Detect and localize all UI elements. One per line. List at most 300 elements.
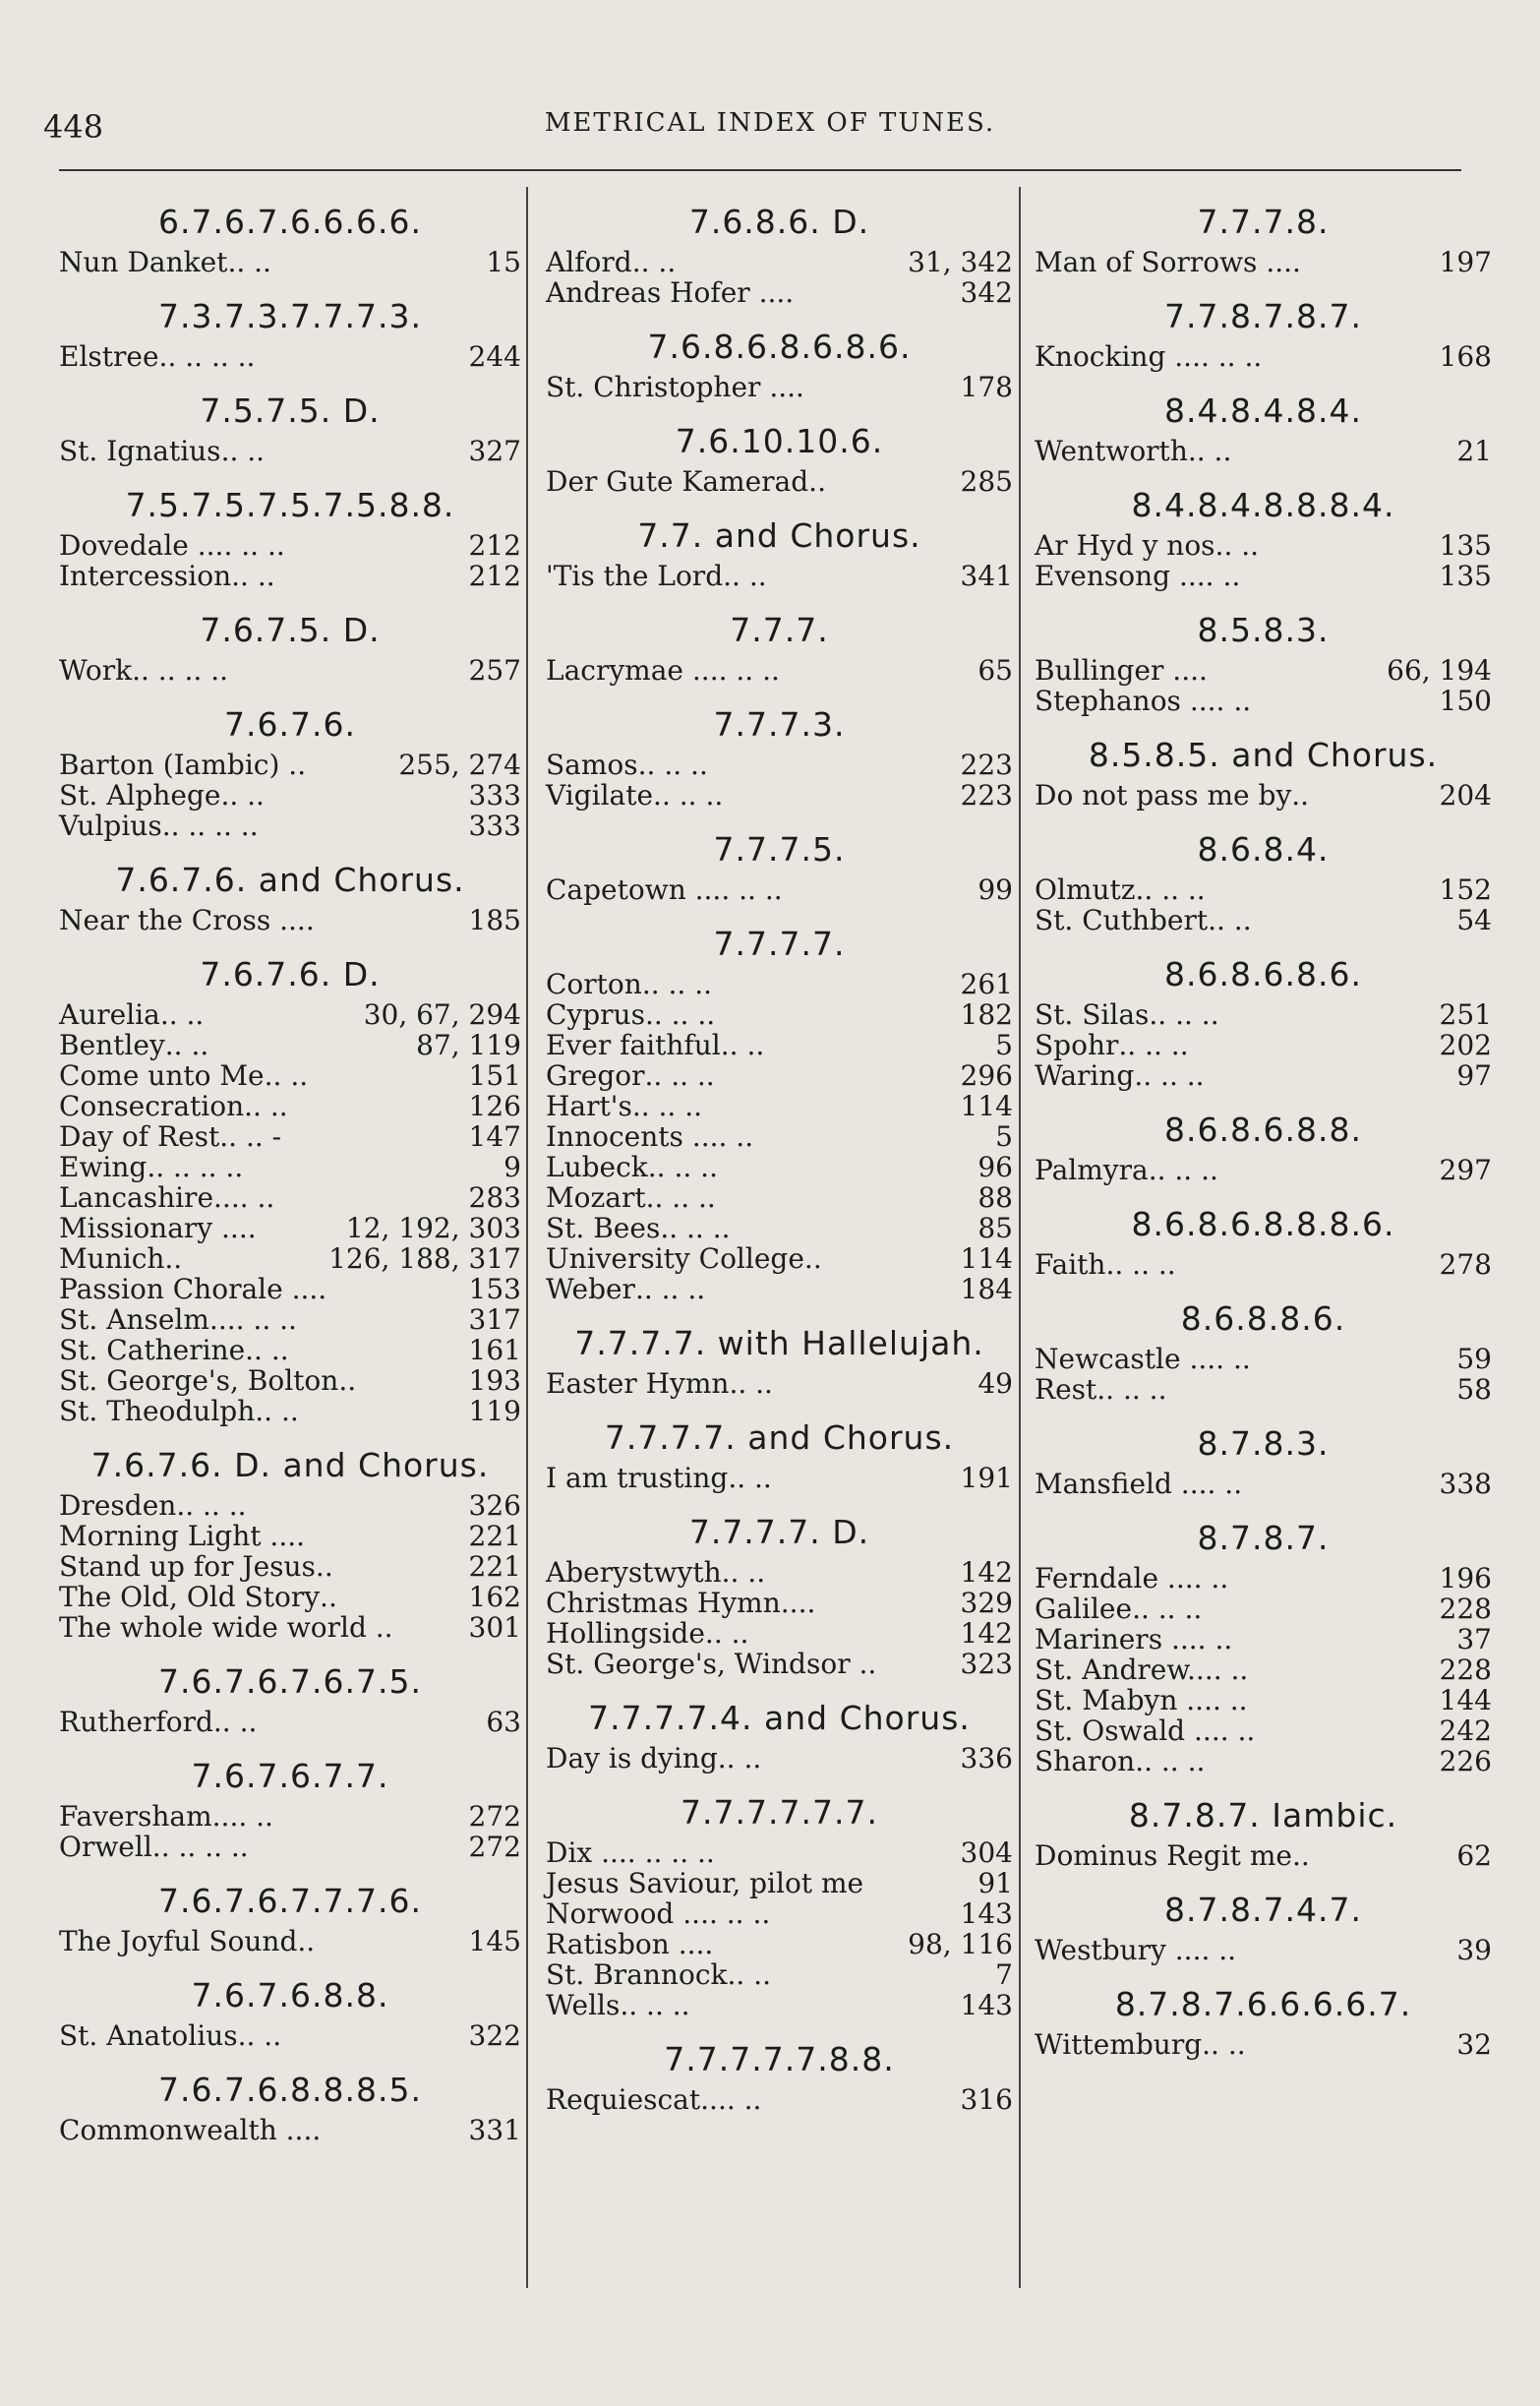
leader-dots: .. .. xyxy=(720,1029,765,1061)
tune-name: Lancashire.. xyxy=(59,1181,231,1214)
leader-dots: .. .. xyxy=(1187,435,1232,467)
leader-dots: .. .. .. .. xyxy=(151,1831,249,1863)
hymn-numbers: 91 xyxy=(977,1867,1013,1899)
hymn-numbers: 285 xyxy=(960,465,1013,498)
leader-dots: .. xyxy=(296,904,315,936)
leader-dots: .. xyxy=(787,371,804,403)
meter-section xyxy=(546,203,1013,308)
meter-section xyxy=(546,1699,1013,1774)
leader-dots: .. .. .. .. xyxy=(618,1836,715,1869)
tune-entry xyxy=(546,999,1013,1030)
tune-name: Missionary .. xyxy=(59,1212,239,1244)
meter-section xyxy=(59,297,521,372)
meter-heading: 7.6.8.6. D. xyxy=(688,203,870,241)
leader-dots: .. .. .. .. xyxy=(161,810,259,842)
leader-dots: .. xyxy=(1190,654,1208,687)
hymn-numbers: 278 xyxy=(1439,1248,1492,1281)
meter-heading: 8.4.8.4.8.8.8.4. xyxy=(1131,486,1395,524)
tune-entry xyxy=(546,969,1013,999)
tune-name: Man of Sorrows .. xyxy=(1035,246,1284,278)
leader-dots: .. xyxy=(164,1242,183,1275)
tune-entry xyxy=(1035,1624,1492,1654)
hymn-numbers: 119 xyxy=(468,1395,521,1427)
column-left xyxy=(59,197,521,2165)
leader-dots: .. .. .. xyxy=(1132,1593,1203,1625)
tune-name: Sharon xyxy=(1035,1745,1136,1777)
meter-section xyxy=(59,611,521,686)
tune-name: Palmyra xyxy=(1035,1154,1149,1186)
leader-dots: .. xyxy=(303,2114,322,2146)
hymn-numbers: 15 xyxy=(486,246,521,278)
meter-heading: 7.7.7.7. with Hallelujah. xyxy=(574,1324,984,1362)
meter-section xyxy=(1035,391,1492,466)
tune-entry xyxy=(59,1551,521,1582)
hymn-numbers: 228 xyxy=(1439,1654,1492,1686)
meter-section xyxy=(59,486,521,591)
hymn-numbers: 21 xyxy=(1456,435,1492,467)
tune-name: Olmutz xyxy=(1035,873,1136,906)
tune-name: Capetown .. xyxy=(546,873,713,906)
leader-dots: .. .. .. xyxy=(660,1212,731,1244)
meter-heading: 8.6.8.8.6. xyxy=(1180,1299,1346,1338)
tune-entry xyxy=(59,1091,521,1121)
tune-name: Come unto Me xyxy=(59,1059,265,1092)
hymn-numbers: 145 xyxy=(468,1925,521,1957)
tune-entry xyxy=(546,1152,1013,1182)
meter-section xyxy=(1035,297,1492,372)
tune-entry xyxy=(1035,561,1492,591)
tune-entry xyxy=(546,1121,1013,1152)
leader-dots: .. .. xyxy=(631,246,677,278)
page-number: 448 xyxy=(43,108,104,146)
meter-heading: 7.7.7.3. xyxy=(713,705,846,744)
tune-name: Day is dying xyxy=(546,1742,718,1774)
tune-entry xyxy=(1035,999,1492,1030)
hymn-numbers: 143 xyxy=(960,1989,1013,2021)
tune-entry xyxy=(59,247,521,277)
tune-name: St. Oswald .. xyxy=(1035,1714,1212,1747)
tune-name: St. Bees xyxy=(546,1212,661,1244)
meter-section xyxy=(1035,611,1492,716)
tune-entry xyxy=(59,1612,521,1643)
hymn-numbers: 5 xyxy=(995,1029,1013,1061)
column-right xyxy=(1035,197,1492,2079)
tune-name: Spohr xyxy=(1035,1029,1119,1061)
meter-section xyxy=(546,925,1013,1304)
tune-entry xyxy=(59,1213,521,1243)
hymn-numbers: 54 xyxy=(1456,904,1492,936)
meter-section xyxy=(59,2071,521,2145)
leader-dots: .. .. xyxy=(1202,2028,1246,2061)
hymn-numbers: 152 xyxy=(1439,873,1492,906)
meter-heading: 7.6.7.6.7.6.7.5. xyxy=(158,1662,422,1701)
tune-name: Ratisbon .. xyxy=(546,1928,696,1960)
leader-dots: .. .. xyxy=(717,2083,762,2116)
tune-name: Work xyxy=(59,654,133,687)
meter-heading: 8.5.8.5. and Chorus. xyxy=(1088,736,1439,774)
tune-entry xyxy=(59,1926,521,1956)
hymn-numbers: 126 xyxy=(468,1090,521,1122)
tune-entry xyxy=(546,780,1013,811)
tune-name: Nun Danket xyxy=(59,246,228,278)
leader-dots: .. .. .. xyxy=(1105,1248,1176,1281)
hymn-numbers: 323 xyxy=(960,1648,1013,1680)
hymn-numbers: 97 xyxy=(1456,1059,1492,1092)
tune-entry xyxy=(546,372,1013,402)
tune-entry xyxy=(546,1182,1013,1213)
leader-dots: .. .. xyxy=(255,1395,299,1427)
leader-dots: .. .. xyxy=(728,1462,772,1494)
column-divider xyxy=(526,187,528,2288)
leader-dots xyxy=(876,1649,960,1679)
meter-section xyxy=(1035,1519,1492,1776)
leader-dots: .. .. .. xyxy=(709,654,780,687)
leader-dots: .. .. xyxy=(1188,1623,1233,1655)
leader-dots: .. xyxy=(287,1520,306,1552)
meter-section xyxy=(59,1446,521,1643)
leader-dots: .. .. xyxy=(729,1367,773,1400)
leader-dots: .. .. xyxy=(1204,1684,1248,1716)
leader-dots: .. .. .. xyxy=(645,1181,716,1214)
meter-section xyxy=(546,830,1013,905)
meter-section xyxy=(546,328,1013,402)
tune-name: Dresden xyxy=(59,1489,177,1522)
tune-name: St. Christopher .. xyxy=(546,371,788,403)
hymn-numbers: 342 xyxy=(960,276,1013,309)
hymn-numbers: 142 xyxy=(960,1556,1013,1589)
tune-entry xyxy=(546,1868,1013,1898)
hymn-numbers: 221 xyxy=(468,1520,521,1552)
leader-dots: .. xyxy=(808,465,826,498)
meter-section xyxy=(59,955,521,1426)
hymn-numbers: 5 xyxy=(995,1120,1013,1153)
tune-name: Mariners .. xyxy=(1035,1623,1189,1655)
meter-section xyxy=(546,705,1013,811)
column-divider xyxy=(1019,187,1021,2288)
tune-name: Hart's xyxy=(546,1090,632,1122)
tune-name: Barton (Iambic) .. xyxy=(59,749,307,781)
leader-dots: .. .. .. .. xyxy=(147,1151,244,1183)
tune-name: Gregor xyxy=(546,1059,645,1092)
meter-heading: 8.7.8.7.6.6.6.6.7. xyxy=(1114,1985,1412,2023)
tune-entry xyxy=(546,1588,1013,1618)
tune-name: Munich xyxy=(59,1242,165,1275)
tune-name: Consecration xyxy=(59,1090,245,1122)
tune-name: Rutherford xyxy=(59,1706,213,1738)
leader-dots: .. .. xyxy=(220,779,265,812)
tune-entry xyxy=(59,1490,521,1521)
hymn-numbers: 204 xyxy=(1439,779,1492,812)
meter-section xyxy=(59,391,521,466)
hymn-numbers: 336 xyxy=(960,1742,1013,1774)
hymn-numbers: 59 xyxy=(1456,1343,1492,1375)
leader-dots: .. .. .. xyxy=(226,1303,297,1336)
leader-dots: .. .. .. xyxy=(214,529,285,562)
hymn-numbers: 32 xyxy=(1456,2028,1492,2061)
meter-heading: 7.6.7.6. D. and Chorus. xyxy=(90,1446,490,1484)
leader-dots: .. .. xyxy=(245,1334,289,1366)
hymn-numbers: 98, 116 xyxy=(908,1928,1013,1960)
meter-section xyxy=(546,516,1013,591)
tune-entry xyxy=(59,436,521,466)
leader-dots: .. xyxy=(297,1925,316,1957)
leader-dots: .. xyxy=(1291,1839,1310,1872)
leader-dots: .. .. .. xyxy=(1192,340,1263,373)
meter-heading: 7.6.7.6.8.8. xyxy=(191,1976,389,2015)
tune-entry xyxy=(59,1243,521,1274)
leader-dots: .. .. xyxy=(1211,1714,1256,1747)
leader-dots: .. .. xyxy=(727,1958,771,1991)
tune-name: Commonwealth .. xyxy=(59,2114,304,2146)
leader-dots: .. .. .. xyxy=(1149,998,1219,1031)
tune-entry xyxy=(1035,1344,1492,1374)
hymn-numbers: 202 xyxy=(1439,1029,1492,1061)
tune-entry xyxy=(1035,1746,1492,1776)
leader-dots: .. .. xyxy=(230,1181,275,1214)
meter-heading: 7.6.7.6.7.7.7.6. xyxy=(158,1882,422,1920)
leader-dots: .. xyxy=(803,1242,822,1275)
hymn-numbers: 333 xyxy=(468,810,521,842)
tune-name: Cyprus xyxy=(546,998,645,1031)
meter-heading: 8.6.8.6.8.8.8.6. xyxy=(1131,1205,1395,1243)
meter-heading: 7.7.7.7.4. and Chorus. xyxy=(588,1699,971,1737)
tune-entry xyxy=(546,1618,1013,1649)
tune-entry xyxy=(59,1801,521,1832)
leader-dots: .. .. .. xyxy=(647,1151,718,1183)
tune-name: Evensong .. xyxy=(1035,560,1197,592)
hymn-numbers: 126, 188, 317 xyxy=(328,1242,521,1275)
leader-dots: .. xyxy=(798,1587,816,1619)
tune-name: Faversham.. xyxy=(59,1800,230,1833)
meter-section xyxy=(1035,1299,1492,1405)
meter-heading: 8.7.8.7. xyxy=(1197,1519,1330,1557)
meter-heading: 7.6.7.6.7.7. xyxy=(191,1757,389,1795)
tune-name: St. Ignatius xyxy=(59,435,221,467)
tune-name: St. Theodulph xyxy=(59,1395,256,1427)
hymn-numbers: 272 xyxy=(468,1831,521,1863)
tune-entry xyxy=(546,247,1013,277)
meter-heading: 7.5.7.5.7.5.7.5.8.8. xyxy=(125,486,455,524)
meter-heading: 8.6.8.4. xyxy=(1197,830,1330,869)
header-rule xyxy=(59,169,1461,171)
tune-entry xyxy=(59,1152,521,1182)
hymn-numbers: 197 xyxy=(1439,246,1492,278)
leader-dots: .. xyxy=(309,1273,327,1305)
meter-heading: 7.6.7.6. xyxy=(224,705,356,744)
tune-entry xyxy=(59,1521,521,1551)
meter-section xyxy=(546,2040,1013,2115)
hymn-numbers: 7 xyxy=(995,1958,1013,1991)
hymn-numbers: 226 xyxy=(1439,1745,1492,1777)
leader-dots: .. xyxy=(315,1550,333,1583)
tune-entry xyxy=(1035,1469,1492,1499)
hymn-numbers: 257 xyxy=(468,654,521,687)
meter-heading: 8.5.8.3. xyxy=(1197,611,1330,649)
leader-dots: .. .. .. xyxy=(176,1489,247,1522)
tune-entry xyxy=(1035,655,1492,686)
hymn-numbers: 142 xyxy=(960,1617,1013,1650)
tune-name: Waring xyxy=(1035,1059,1135,1092)
leader-dots: .. .. xyxy=(164,1029,209,1061)
tune-entry xyxy=(59,811,521,841)
meter-heading: 8.7.8.3. xyxy=(1197,1424,1330,1463)
meter-section xyxy=(1035,736,1492,811)
meter-section xyxy=(1035,1205,1492,1280)
leader-dots: .. xyxy=(695,1928,714,1960)
meter-section xyxy=(1035,955,1492,1091)
tune-entry xyxy=(59,530,521,561)
tune-name: Mozart xyxy=(546,1181,646,1214)
tune-entry xyxy=(546,1243,1013,1274)
tune-entry xyxy=(546,1929,1013,1959)
tune-name: Alford xyxy=(546,246,632,278)
tune-entry xyxy=(546,1368,1013,1399)
leader-dots: .. .. .. xyxy=(641,968,713,1000)
tune-entry xyxy=(1035,2029,1492,2060)
leader-dots: .. .. - xyxy=(219,1120,282,1153)
tune-name: Knocking .. xyxy=(1035,340,1193,373)
tune-entry xyxy=(546,1959,1013,1990)
hymn-numbers: 272 xyxy=(468,1800,521,1833)
tune-name: Galilee xyxy=(1035,1593,1133,1625)
tune-entry xyxy=(1035,1374,1492,1405)
meter-section xyxy=(546,1418,1013,1493)
leader-dots: .. .. xyxy=(231,560,275,592)
hymn-numbers: 135 xyxy=(1439,529,1492,562)
tune-name: St. Anselm.. xyxy=(59,1303,227,1336)
leader-dots: .. xyxy=(1291,779,1310,812)
tune-name: Norwood .. xyxy=(546,1897,701,1930)
tune-name: Requiescat.. xyxy=(546,2083,718,2116)
tune-name: Ferndale .. xyxy=(1035,1562,1185,1594)
tune-name: Faith xyxy=(1035,1248,1106,1281)
meter-heading: 7.6.7.6. and Chorus. xyxy=(115,861,465,899)
tune-entry xyxy=(1035,530,1492,561)
meter-section xyxy=(1035,1891,1492,1965)
tune-name: Stephanos .. xyxy=(1035,685,1208,717)
tune-name: Rest xyxy=(1035,1373,1097,1406)
tune-name: Dovedale .. xyxy=(59,529,215,562)
tune-name: St. Andrew.. xyxy=(1035,1654,1205,1686)
hymn-numbers: 162 xyxy=(468,1581,521,1613)
meter-section xyxy=(59,1882,521,1956)
tune-name: Wentworth xyxy=(1035,435,1188,467)
tune-name: Do not pass me by xyxy=(1035,779,1292,812)
tune-name: Bullinger .. xyxy=(1035,654,1191,687)
hymn-numbers: 196 xyxy=(1439,1562,1492,1594)
tune-name: Jesus Saviour, pilot me xyxy=(546,1867,864,1899)
tune-name: St. Silas xyxy=(1035,998,1150,1031)
meter-heading: 7.7.8.7.8.7. xyxy=(1164,297,1362,335)
tune-name: Corton xyxy=(546,968,642,1000)
tune-entry xyxy=(546,1274,1013,1304)
tune-entry xyxy=(1035,1563,1492,1594)
tune-name: University College xyxy=(546,1242,804,1275)
hymn-numbers: 49 xyxy=(977,1367,1013,1400)
hymn-numbers: 341 xyxy=(960,560,1013,592)
leader-dots: .. xyxy=(338,1364,357,1397)
tune-entry xyxy=(1035,1155,1492,1185)
hymn-numbers: 87, 119 xyxy=(416,1029,521,1061)
leader-dots: .. .. .. xyxy=(644,998,716,1031)
tune-entry xyxy=(546,466,1013,497)
meter-heading: 7.7.7.5. xyxy=(713,830,846,869)
meter-heading: 8.7.8.7.4.7. xyxy=(1164,1891,1362,1929)
tune-name: St. Alphege xyxy=(59,779,221,812)
hymn-numbers: 168 xyxy=(1439,340,1492,373)
meter-section xyxy=(1035,1796,1492,1871)
tune-entry xyxy=(1035,905,1492,935)
leader-dots: .. .. .. xyxy=(1135,873,1206,906)
hymn-numbers: 153 xyxy=(468,1273,521,1305)
tune-name: Christmas Hymn.. xyxy=(546,1587,799,1619)
leader-dots: .. .. xyxy=(237,2019,282,2052)
meter-heading: 8.6.8.6.8.8. xyxy=(1164,1111,1362,1149)
hymn-numbers: 184 xyxy=(960,1273,1013,1305)
meter-heading: 7.6.7.6. D. xyxy=(200,955,381,993)
tune-name: Morning Light .. xyxy=(59,1520,288,1552)
hymn-numbers: 242 xyxy=(1439,1714,1492,1747)
tune-name: St. Brannock xyxy=(546,1958,728,1991)
tune-entry xyxy=(1035,436,1492,466)
leader-dots: .. xyxy=(238,1212,257,1244)
meter-heading: 7.7.7.7. and Chorus. xyxy=(604,1418,955,1457)
leader-dots: .. .. xyxy=(229,1800,273,1833)
leader-dots xyxy=(306,750,398,780)
hymn-numbers: 333 xyxy=(468,779,521,812)
tune-entry xyxy=(1035,1030,1492,1060)
hymn-numbers: 329 xyxy=(960,1587,1013,1619)
meter-heading: 7.6.8.6.8.6.8.6. xyxy=(647,328,912,366)
hymn-numbers: 147 xyxy=(468,1120,521,1153)
tune-name: St. George's, Windsor .. xyxy=(546,1648,877,1680)
hymn-numbers: 327 xyxy=(468,435,521,467)
tune-entry xyxy=(1035,247,1492,277)
meter-heading: 8.7.8.7. Iambic. xyxy=(1128,1796,1398,1835)
hymn-numbers: 283 xyxy=(468,1181,521,1214)
leader-dots: .. xyxy=(1283,246,1301,278)
hymn-numbers: 114 xyxy=(960,1090,1013,1122)
leader-dots: .. .. .. xyxy=(1148,1154,1218,1186)
hymn-numbers: 317 xyxy=(468,1303,521,1336)
tune-entry xyxy=(59,1274,521,1304)
hymn-numbers: 178 xyxy=(960,371,1013,403)
hymn-numbers: 316 xyxy=(960,2083,1013,2116)
leader-dots: .. .. xyxy=(1192,1934,1237,1966)
tune-name: Day of Rest xyxy=(59,1120,220,1153)
tune-entry xyxy=(546,874,1013,905)
tune-entry xyxy=(546,1060,1013,1091)
tune-name: St. Anatolius xyxy=(59,2019,238,2052)
tune-entry xyxy=(546,1898,1013,1929)
hymn-numbers: 63 xyxy=(486,1706,521,1738)
meter-heading: 7.3.7.3.7.7.7.3. xyxy=(158,297,422,335)
leader-dots: .. .. xyxy=(1207,685,1252,717)
leader-dots: .. .. .. xyxy=(653,779,724,812)
tune-name: Innocents .. xyxy=(546,1120,710,1153)
leader-dots: .. .. .. xyxy=(700,1897,771,1930)
tune-name: Andreas Hofer .. xyxy=(546,276,777,309)
meter-heading: 7.7.7. xyxy=(730,611,829,649)
tune-entry xyxy=(1035,780,1492,811)
hymn-numbers: 193 xyxy=(468,1364,521,1397)
tune-entry xyxy=(1035,1594,1492,1624)
tune-name: Lubeck xyxy=(546,1151,648,1183)
meter-section xyxy=(59,1757,521,1862)
leader-dots: .. xyxy=(320,1581,337,1613)
leader-dots: .. .. xyxy=(220,435,266,467)
tune-entry xyxy=(546,1091,1013,1121)
